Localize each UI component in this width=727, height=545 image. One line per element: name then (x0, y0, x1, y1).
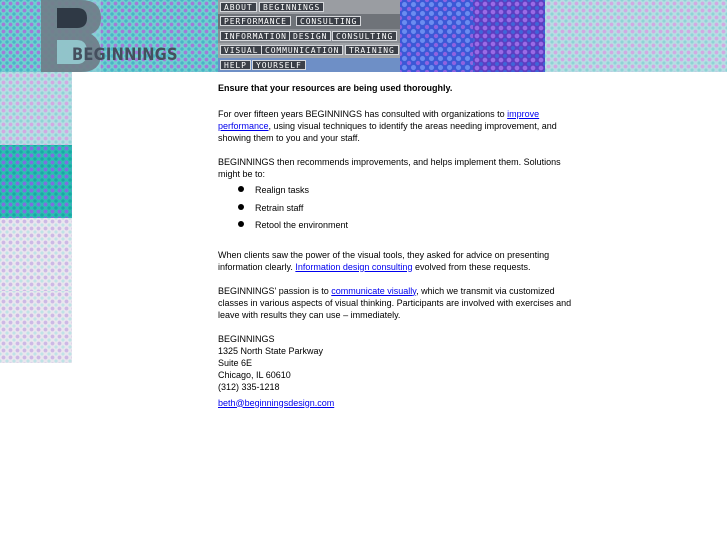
sidebar-texture-1 (0, 72, 72, 145)
info-text-after: evolved from these requests. (412, 261, 531, 272)
list-item (236, 184, 583, 202)
contact-email-line (218, 397, 583, 409)
header-logo-area (0, 0, 218, 72)
intro-paragraph (218, 108, 583, 144)
contact-name: BEGINNINGS (218, 333, 275, 344)
nav-performance-consulting[interactable]: CONSULTING (296, 16, 361, 26)
brand-wordmark: BEGINNINGS (72, 45, 178, 65)
nav-visual-training[interactable]: TRAINING (345, 45, 399, 55)
header-texture-purple (473, 0, 545, 72)
sidebar-texture-2 (0, 145, 72, 218)
sidebar-texture-4 (0, 291, 72, 363)
nav-about-beginnings[interactable]: BEGINNINGS (259, 2, 324, 12)
nav-information-consulting[interactable]: CONSULTING (332, 31, 397, 41)
communicate-paragraph (218, 285, 583, 321)
info-text-before: When clients saw the power of the visual tools, they asked for advice on presenting information clearly. (218, 249, 550, 272)
bullet-icon (238, 204, 244, 210)
nav-about[interactable]: ABOUT (220, 2, 257, 12)
solution-text: Realign tasks (255, 185, 310, 195)
list-item (236, 202, 583, 220)
recommend-paragraph: BEGINNINGS then recommends improvements, and helps implement them. Solutions might be to: (218, 157, 561, 179)
nav-visual[interactable]: VISUAL (220, 45, 262, 55)
information-design-paragraph (218, 249, 583, 273)
main-content (218, 82, 583, 409)
information-design-link[interactable]: Information design consulting (295, 261, 413, 272)
contact-suite: Suite 6E (218, 357, 253, 368)
comm-text-before: BEGINNINGS' passion is to (218, 285, 332, 296)
improve-performance-link[interactable]: improve performance (218, 109, 540, 131)
solution-text: Retool the environment (255, 220, 349, 230)
contact-city: Chicago, IL 60610 (218, 369, 291, 380)
bullet-icon (238, 221, 244, 227)
nav-help-yourself[interactable]: YOURSELF (252, 60, 306, 70)
nav-information-design[interactable]: DESIGN (289, 31, 331, 41)
intro-text-after: , using visual techniques to identify the areas needing improvement, and showing them to you and your staff. (218, 121, 557, 143)
bullet-icon (238, 186, 244, 192)
contact-address (218, 333, 583, 409)
intro-text-before: For over fifteen years BEGINNINGS has consulted with organizations to (218, 109, 508, 119)
header-texture-light (545, 0, 727, 72)
nav-performance[interactable]: PERFORMANCE (220, 16, 291, 26)
comm-text-after: , which we transmit via customized classes in various aspects of visual thinking. Participants are involved with exercises and leave with results they can use – immediately. (218, 285, 572, 320)
main-nav (218, 0, 400, 72)
nav-row-visual (218, 43, 400, 57)
nav-row-about (218, 0, 400, 14)
contact-phone: (312) 335-1218 (218, 381, 280, 392)
communicate-visually-link[interactable]: communicate visually (331, 285, 417, 296)
nav-row-performance (218, 14, 400, 28)
contact-street: 1325 North State Parkway (218, 345, 324, 356)
sidebar-texture-3 (0, 218, 72, 291)
solution-text: Retrain staff (255, 202, 304, 213)
nav-help[interactable]: HELP (220, 60, 251, 70)
list-item (236, 219, 583, 237)
nav-information[interactable]: INFORMATION (220, 31, 291, 41)
solutions-list (218, 184, 583, 237)
email-link[interactable]: beth@beginningsdesign.com (218, 397, 335, 408)
nav-row-help (218, 58, 400, 72)
header-texture-blue (400, 0, 473, 72)
page-headline: Ensure that your resources are being used thoroughly. (218, 83, 453, 93)
nav-row-information (218, 29, 400, 43)
nav-visual-communication[interactable]: COMMUNICATION (261, 45, 343, 55)
